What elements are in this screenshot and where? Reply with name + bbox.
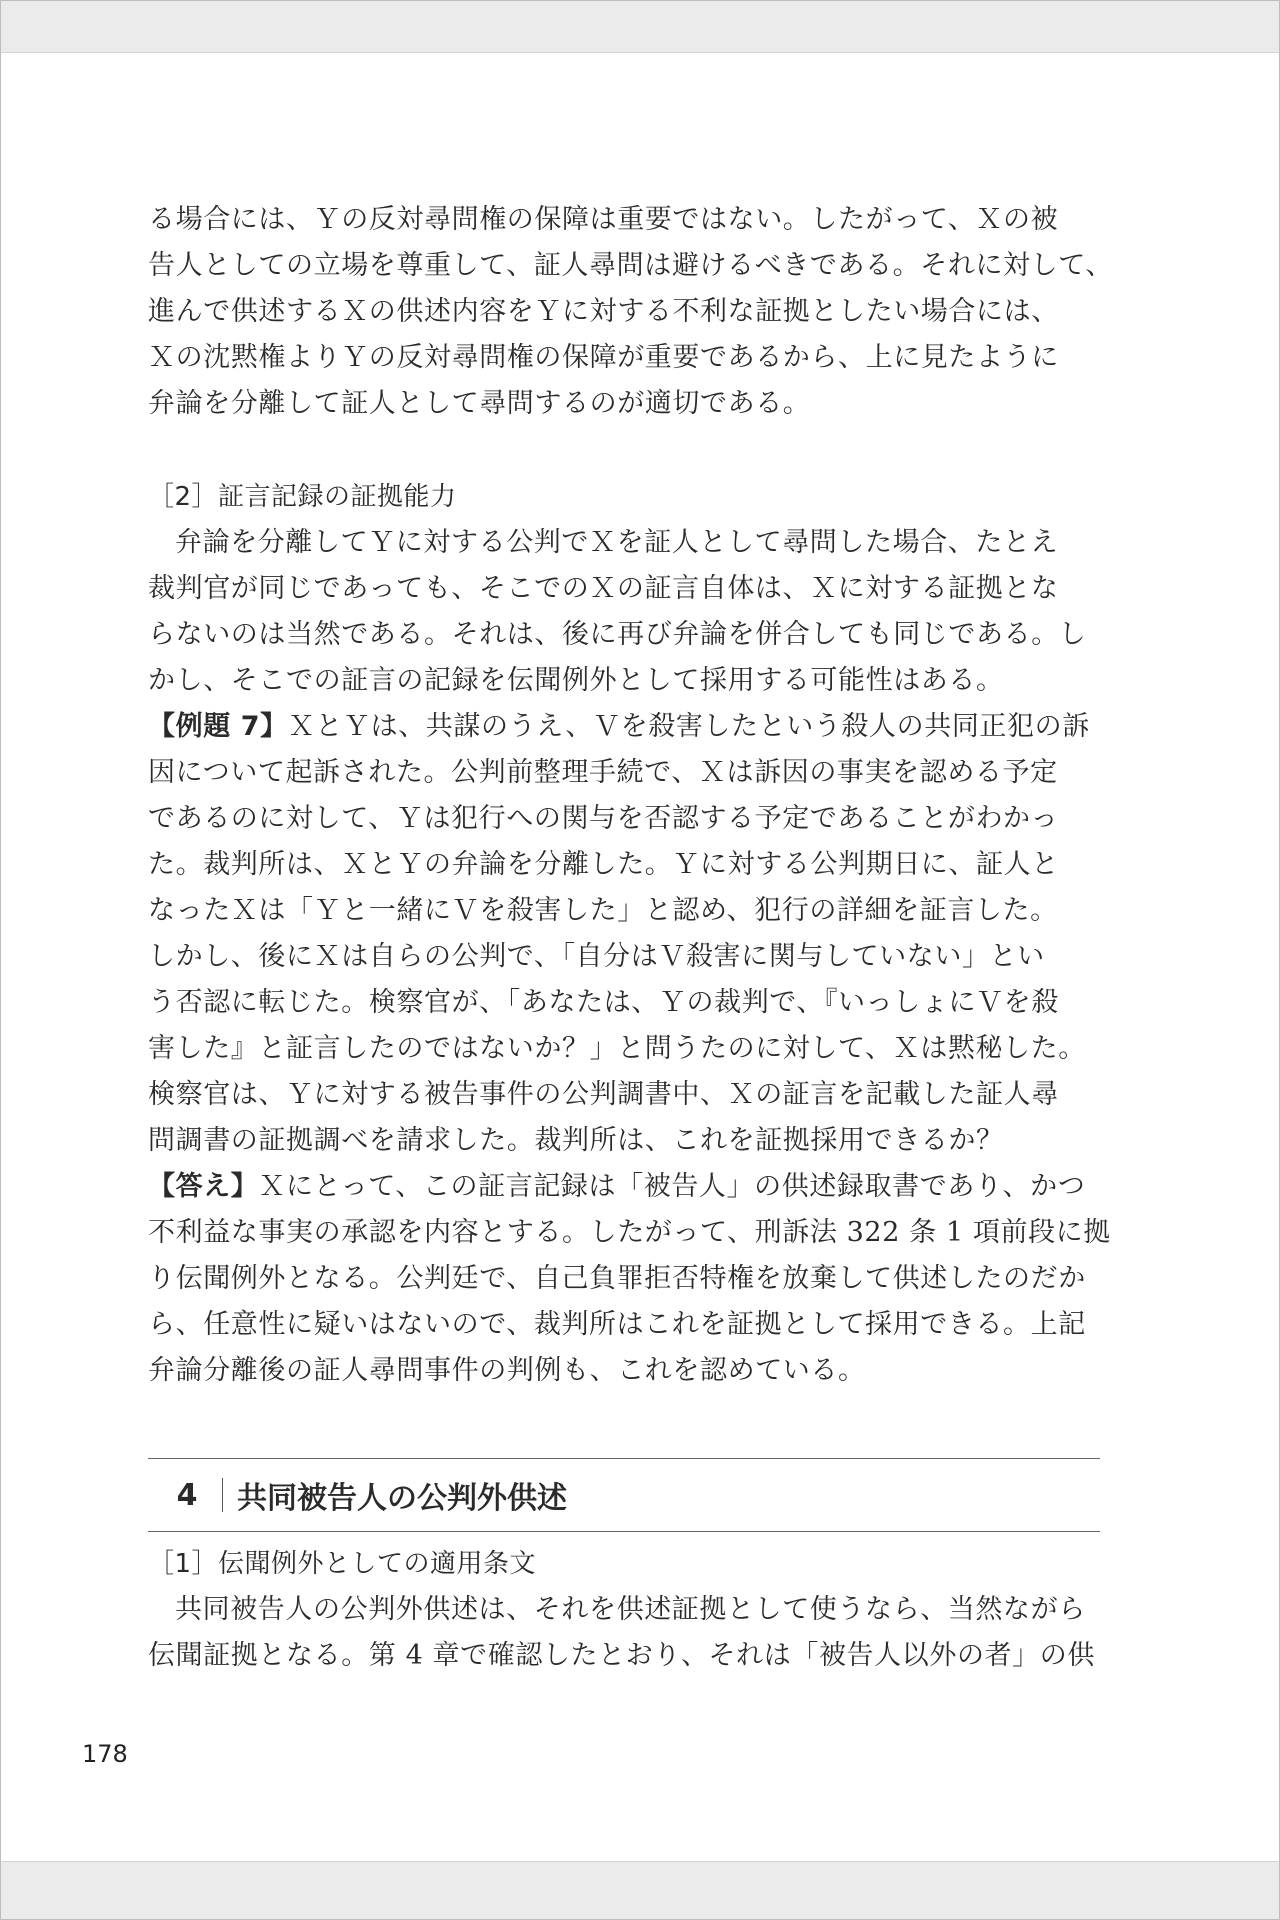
page-number: 178 [82,1740,128,1768]
body-line: ら、任意性に疑いはないので、裁判所はこれを証拠として採用できる。上記 [148,1309,1086,1340]
body-line: であるのに対して、Ｙは犯行への関与を否認する予定であることがわかっ [148,803,1059,834]
body-line: 進んで供述するＸの供述内容をＹに対する不利な証拠としたい場合には、 [148,296,1059,327]
body-line: 因について起訴された。公判前整理手続で、Ｘは訴因の事実を認める予定 [148,757,1058,788]
subsection-heading: ［2］証言記録の証拠能力 [148,482,457,512]
section-heading [148,1458,1100,1532]
answer-text: Ｘにとって、この証言記録は「被告人」の供述録取書であり、かつ [258,1171,1086,1202]
body-line: 弁論を分離してＹに対する公判でＸを証人として尋問した場合、たとえ [175,527,1059,558]
body-line: らないのは当然である。それは、後に再び弁論を併合しても同じである。し [148,619,1087,650]
section-number: 4 [176,1477,198,1513]
body-line: 弁論分離後の証人尋問事件の判例も、これを認めている。 [148,1355,866,1386]
body-line: う否認に転じた。検察官が、「あなたは、Ｙの裁判で、『いっしょにＶを殺 [148,987,1059,1018]
answer-first-line [148,1164,1100,1210]
example-text: ＸとＹは、共謀のうえ、Ｖを殺害したという殺人の共同正犯の訴 [287,711,1090,742]
section-divider [222,1478,223,1512]
example-first-line [148,704,1100,750]
continuation-paragraph [148,197,1113,427]
body-line: 問調書の証拠調べを請求した。裁判所は、これを証拠採用できるか？ [148,1125,1004,1156]
body-line: り伝聞例外となる。公判廷で、自己負罪拒否特権を放棄して供述したのだか [148,1263,1086,1294]
body-line: かし、そこでの証言の記録を伝聞例外として採用する可能性はある。 [148,665,1004,696]
body-line: 検察官は、Ｙに対する被告事件の公判調書中、Ｘの証言を記載した証人尋 [148,1079,1059,1110]
example-label: 【例題 7】 [148,711,288,742]
body-line: なったＸは「Ｙと一緒にＶを殺害した」と認め、犯行の詳細を証言した。 [148,895,1058,926]
body-line: 不利益な事実の承認を内容とする。したがって、刑訴法 322 条 1 項前段に拠 [148,1217,1111,1248]
subsection-evidence-record [148,474,1111,1394]
body-line: 伝聞証拠となる。第 4 章で確認したとおり、それは「被告人以外の者」の供 [148,1640,1095,1671]
body-line: 弁論を分離して証人として尋問するのが適切である。 [148,388,811,419]
body-line: た。裁判所は、ＸとＹの弁論を分離した。Ｙに対する公判期日に、証人と [148,849,1059,880]
body-line: 告人としての立場を尊重して、証人尋問は避けるべきである。それに対して、 [148,250,1113,281]
section-four-content [148,1541,1100,1679]
body-line: 裁判官が同じであっても、そこでのＸの証言自体は、Ｘに対する証拠とな [148,573,1059,604]
body-line: Ｘの沈黙権よりＹの反対尋問権の保障が重要であるから、上に見たように [148,342,1059,373]
body-line: 害した』と証言したのではないか？」と問うたのに対して、Ｘは黙秘した。 [148,1033,1086,1064]
body-line: しかし、後にＸは自らの公判で、「自分はＶ殺害に関与していない」とい [148,941,1045,972]
answer-label: 【答え】 [148,1171,259,1202]
body-line: 共同被告人の公判外供述は、それを供述証拠として使うなら、当然ながら [175,1594,1086,1625]
body-line: る場合には、Ｙの反対尋問権の保障は重要ではない。したがって、Ｘの被 [148,204,1059,235]
subsection-heading: ［1］伝聞例外としての適用条文 [148,1549,537,1579]
section-title: 共同被告人の公判外供述 [237,1481,567,1516]
